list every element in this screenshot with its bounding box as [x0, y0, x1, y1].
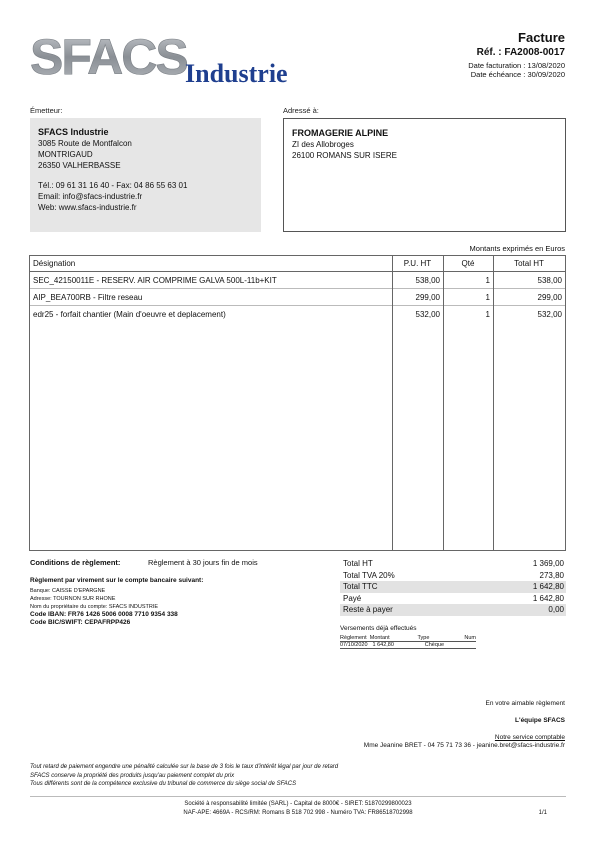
issuer-block — [30, 118, 261, 232]
invoice-date: Date facturation : 13/08/2020 — [468, 61, 565, 70]
issuer-website: Web: www.sfacs-industrie.fr — [38, 203, 137, 212]
logo-subtitle: Industrie — [185, 59, 288, 88]
table-row — [30, 272, 565, 289]
payments-title: Versements déjà effectués — [340, 625, 417, 632]
total-value: 1 369,00 — [532, 559, 564, 568]
item-unit-price: 532,00 — [415, 309, 440, 319]
accounting-contact: Mme Jeanine BRET - 04 75 71 73 36 - jeanine.bret@sfacs-industrie.fr — [363, 742, 565, 749]
item-total: 532,00 — [537, 309, 562, 319]
issuer-phone: Tél.: 09 61 31 16 40 - Fax: 04 86 55 63 01 — [38, 181, 188, 190]
item-unit-price: 538,00 — [392, 272, 443, 289]
payments-table — [340, 625, 476, 649]
total-vat-row — [340, 570, 566, 582]
paid-row — [340, 593, 566, 605]
column-header-quantity: Qté — [443, 256, 493, 272]
company-footer — [30, 800, 566, 818]
column-header-unit-price: P.U. HT — [392, 256, 443, 272]
item-quantity: 1 — [485, 309, 490, 319]
due-date: Date échéance : 30/09/2020 — [470, 70, 565, 79]
recipient-block — [283, 118, 566, 232]
payment-date: 07/10/2020 — [340, 642, 368, 648]
invoice-reference: Réf. : FA2008-0017 — [476, 47, 565, 58]
payment-conditions — [30, 558, 330, 627]
table-row — [340, 642, 476, 649]
item-quantity: 1 — [443, 289, 493, 306]
payments-header: Règlement — [340, 635, 367, 641]
recipient-address-line: ZI des Allobroges — [292, 140, 354, 149]
remaining-row — [340, 604, 566, 616]
bank-name: Banque: CAISSE D'EPARGNE — [30, 588, 106, 594]
company-logo — [30, 30, 320, 88]
total-ht-row — [340, 558, 566, 570]
issuer-email: Email: info@sfacs-industrie.fr — [38, 192, 143, 201]
payments-header: Montant — [369, 635, 390, 641]
total-label: Reste à payer — [343, 605, 393, 614]
total-label: Payé — [343, 593, 362, 603]
team-signature: L'équipe SFACS — [515, 717, 565, 724]
column-header-total: Total HT — [493, 256, 565, 272]
item-total: 538,00 — [493, 272, 565, 289]
account-holder: Nom du propriétaire du compte: SFACS INDUSTRIE — [30, 604, 159, 610]
issuer-name: SFACS Industrie — [38, 127, 109, 137]
total-ttc-row — [340, 581, 566, 593]
item-unit-price: 299,00 — [392, 289, 443, 306]
page-number: 1/1 — [538, 810, 547, 816]
currency-note: Montants exprimés en Euros — [469, 244, 565, 253]
ownership-note: SFACS conserve la propriété des produits jusqu'au paiement complet du prix — [30, 772, 235, 779]
item-designation: SEC_42150011E - RESERV. AIR COMPRIME GALVA 500L-11b+KIT — [30, 272, 392, 289]
document-header — [468, 30, 565, 79]
document-type: Facture — [518, 30, 565, 45]
conditions-row — [30, 558, 330, 567]
payments-header: Type — [417, 635, 430, 641]
issuer-address-line: 3085 Route de Montfalcon — [38, 139, 132, 148]
payment-type: Chèque — [424, 642, 445, 648]
totals-block — [340, 558, 566, 616]
accounting-service: Notre service comptable — [494, 734, 565, 741]
recipient-label: Adressé à: — [283, 106, 319, 115]
items-table — [29, 255, 566, 551]
table-row — [30, 306, 565, 323]
jurisdiction-note: Tous différents sont de la compétence exclusive du tribunal de commerce du siège social de SFACS — [30, 781, 297, 787]
item-designation: AIP_BEA700RB - Filtre reseau — [30, 289, 392, 306]
issuer-label: Émetteur: — [30, 106, 63, 115]
payments-header: Num — [464, 635, 476, 641]
total-value: 1 642,80 — [532, 582, 564, 591]
total-value: 273,80 — [539, 570, 564, 580]
item-designation: edr25 - forfait chantier (Main d'oeuvre et deplacement) — [33, 309, 226, 319]
bank-info — [30, 587, 330, 611]
item-quantity: 1 — [443, 272, 493, 289]
closing-line: En votre aimable règlement — [485, 700, 565, 707]
footer-divider — [30, 796, 566, 797]
column-header-designation: Désignation — [30, 256, 392, 272]
item-total: 299,00 — [493, 289, 565, 306]
recipient-name: FROMAGERIE ALPINE — [292, 128, 389, 138]
conditions-label: Conditions de règlement: — [30, 558, 121, 567]
total-label: Total TTC — [343, 582, 378, 591]
iban: Code IBAN: FR76 1426 5006 0008 7710 9354 338 — [30, 611, 178, 618]
total-label: Total TVA 20% — [343, 570, 395, 580]
table-row — [30, 289, 565, 306]
bank-transfer-title: Règlement par virement sur le compte bancaire suivant: — [30, 577, 204, 584]
issuer-address-line: 26350 VALHERBASSE — [38, 161, 121, 170]
total-label: Total HT — [343, 559, 373, 568]
recipient-address-line: 26100 ROMANS SUR ISERE — [292, 151, 397, 160]
signoff-block — [364, 700, 565, 750]
logo-wordmark: SFACS — [30, 30, 187, 85]
total-value: 1 642,80 — [532, 593, 564, 603]
items-header-row — [30, 256, 565, 272]
total-value: 0,00 — [548, 605, 564, 614]
bank-address: Adresse: TOURNON SUR RHONE — [30, 596, 116, 602]
late-penalty-note: Tout retard de paiement engendre une pénalité calculée sur la base de 3 fois le taux d'intérêt légal par jour de retard — [30, 764, 339, 770]
payments-header-row — [340, 635, 476, 642]
company-legal-line: Société à responsabilité limitée (SARL) - Capital de 8000€ - SIRET: 51870299800023 — [184, 801, 412, 807]
issuer-address-line: MONTRIGAUD — [38, 150, 93, 159]
conditions-value: Règlement à 30 jours fin de mois — [148, 558, 258, 567]
payment-amount: 1 642,80 — [372, 642, 394, 648]
company-registration-line: NAF-APE: 4669A - RCS/RM: Romans B 518 702 998 - Numéro TVA: FR86518702998 — [183, 810, 413, 816]
legal-notes — [30, 763, 338, 789]
bic-swift: Code BIC/SWIFT: CEPAFRPP426 — [30, 619, 131, 626]
